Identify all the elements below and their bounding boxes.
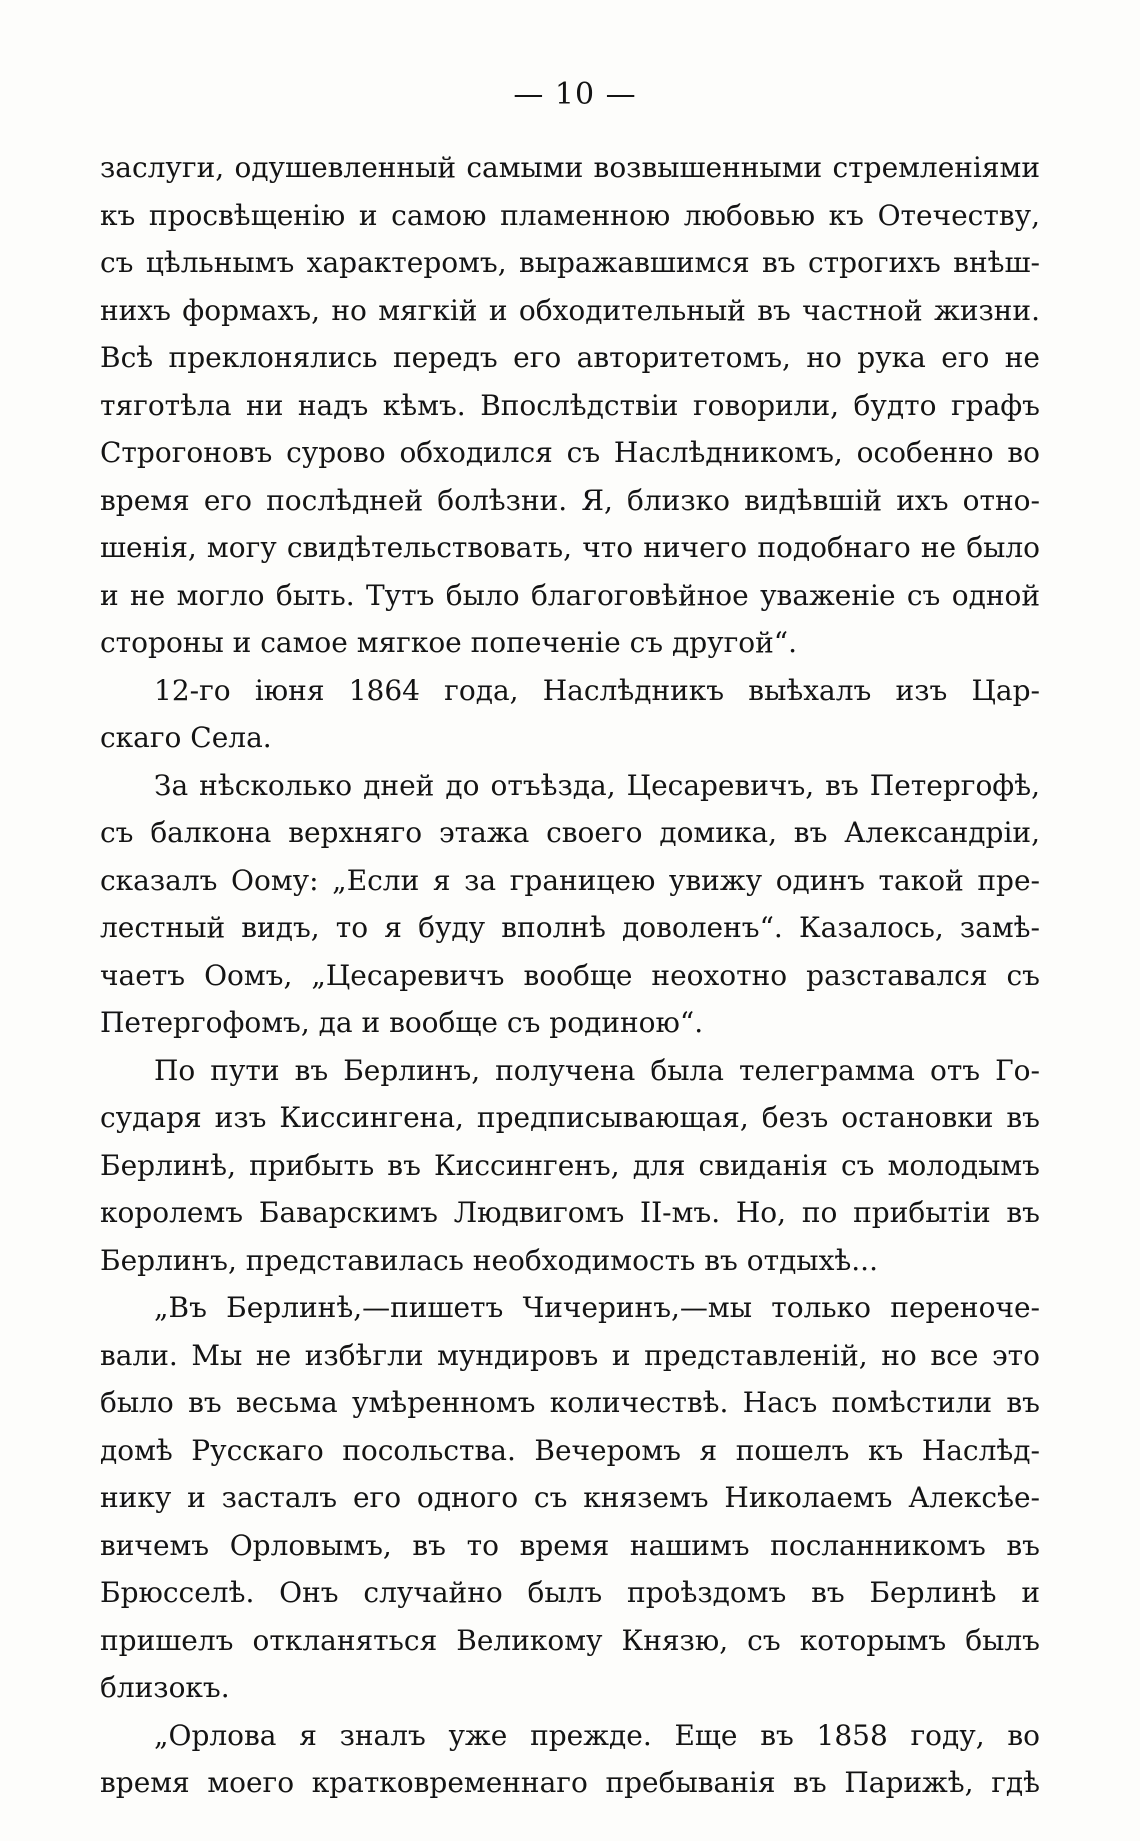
text-line: Берлинъ, представилась необходимость въ отдыхѣ... bbox=[100, 1243, 878, 1277]
text-line: чаетъ Оомъ, „Цесаревичъ вообще неохотно разставался съ bbox=[100, 958, 1040, 992]
text-line: пришелъ откланяться Великому Князю, съ которымъ былъ bbox=[100, 1623, 1040, 1657]
text-line: съ цѣльнымъ характеромъ, выражавшимся въ строгихъ внѣш- bbox=[100, 246, 1040, 279]
text-line: Строгоновъ сурово обходился съ Наслѣдникомъ, особенно во bbox=[100, 436, 1040, 469]
text-line: домѣ Русскаго посольства. Вечеромъ я пошелъ къ Наслѣд- bbox=[100, 1433, 1040, 1467]
text-line: близокъ. bbox=[100, 1671, 230, 1704]
text-line: сударя изъ Киссингена, предписывающая, безъ остановки въ bbox=[100, 1101, 1040, 1134]
text-line: Брюсселѣ. Онъ случайно былъ проѣздомъ въ Берлинѣ и bbox=[100, 1576, 1040, 1609]
text-line: съ балкона верхняго этажа своего домика, въ Александріи, bbox=[100, 816, 1040, 849]
text-line: „Въ Берлинѣ,—пишетъ Чичеринъ,—мы только переноче- bbox=[154, 1291, 1040, 1324]
text-line: За нѣсколько дней до отъѣзда, Цесаревичъ, въ Петергофѣ, bbox=[154, 768, 1040, 802]
text-line: По пути въ Берлинъ, получена была телеграмма отъ Го- bbox=[154, 1053, 1040, 1087]
text-line: заслуги, одушевленный самыми возвышенными стремленіями bbox=[100, 151, 1040, 184]
text-line: тяготѣла ни надъ кѣмъ. Впослѣдствіи говорили, будто графъ bbox=[100, 388, 1040, 422]
text-line: шенія, могу свидѣтельствовать, что ничего подобнаго не было bbox=[100, 531, 1040, 564]
text-line: нику и засталъ его одного съ княземъ Николаемъ Алексѣе- bbox=[100, 1481, 1040, 1514]
text-line: Всѣ преклонялись передъ его авторитетомъ, но рука его не bbox=[100, 341, 1040, 374]
text-line: стороны и самое мягкое попеченіе съ другой“. bbox=[100, 626, 798, 659]
text-line: „Орлова я зналъ уже прежде. Еще въ 1858 году, во bbox=[154, 1718, 1040, 1752]
text-line: лестный видъ, то я буду вполнѣ доволенъ“. Казалось, замѣ- bbox=[100, 911, 1040, 944]
text-line: 12-го іюня 1864 года, Наслѣдникъ выѣхалъ изъ Цар- bbox=[154, 673, 1040, 707]
text-line: сказалъ Оому: „Если я за границею увижу одинъ такой пре- bbox=[100, 863, 1040, 897]
text-line: скаго Села. bbox=[100, 721, 272, 754]
page-number: — 10 — bbox=[513, 77, 637, 112]
text-line: вичемъ Орловымъ, въ то время нашимъ посланникомъ въ bbox=[100, 1528, 1040, 1562]
text-line: Петергофомъ, да и вообще съ родиною“. bbox=[100, 1006, 704, 1039]
text-line: время моего кратковременнаго пребыванія въ Парижѣ, гдѣ bbox=[100, 1766, 1040, 1799]
text-line: нихъ формахъ, но мягкій и обходительный въ частной жизни. bbox=[100, 293, 1040, 327]
text-line: королемъ Баварскимъ Людвигомъ II-мъ. Но, по прибытіи въ bbox=[100, 1196, 1040, 1229]
page-text bbox=[100, 144, 1050, 1807]
text-line: и не могло быть. Тутъ было благоговѣйное уваженіе съ одной bbox=[100, 578, 1040, 612]
text-line: Берлинѣ, прибыть въ Киссингенъ, для свиданія съ молодымъ bbox=[100, 1148, 1040, 1182]
text-line: время его послѣдней болѣзни. Я, близко видѣвшій ихъ отно- bbox=[100, 483, 1040, 517]
text-line: вали. Мы не избѣгли мундировъ и представленій, но все это bbox=[100, 1338, 1040, 1372]
text-line: къ просвѣщенію и самою пламенною любовью къ Отечеству, bbox=[100, 198, 1040, 232]
text-line: было въ весьма умѣренномъ количествѣ. Насъ помѣстили въ bbox=[100, 1386, 1040, 1419]
